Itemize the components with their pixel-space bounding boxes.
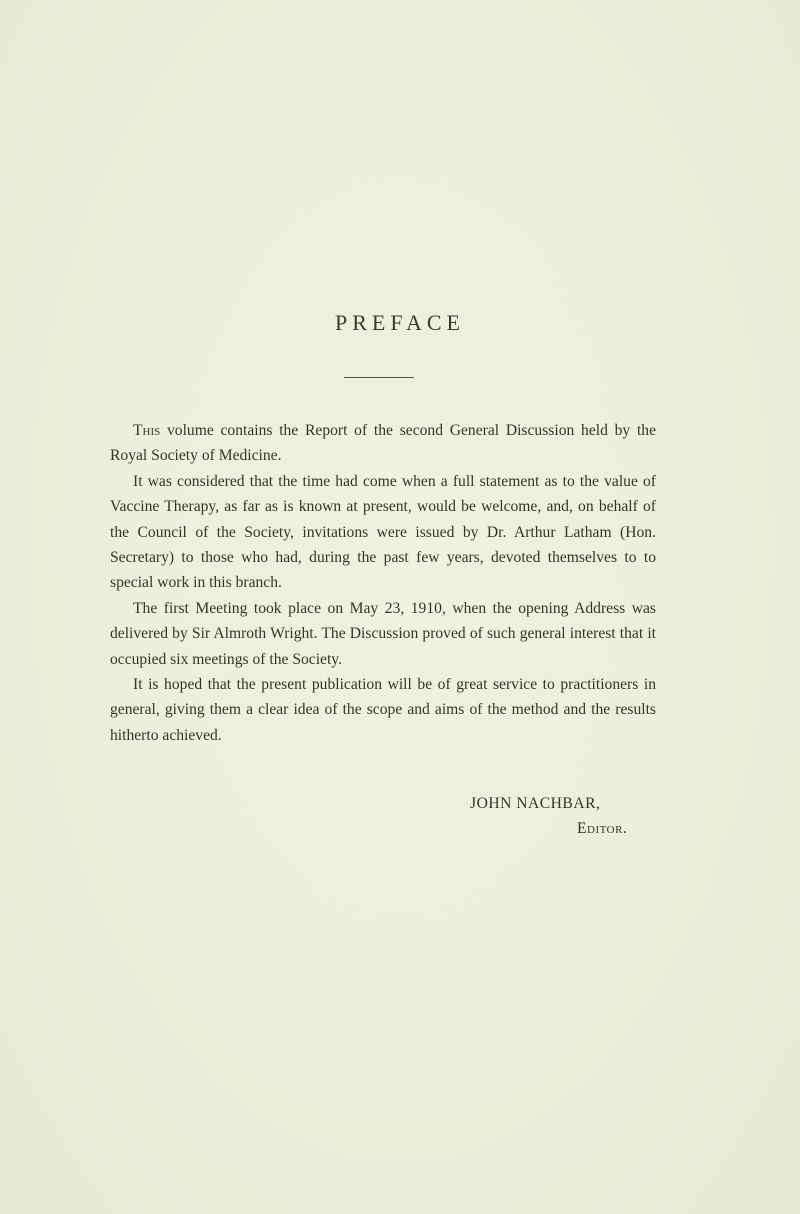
signature-block <box>470 791 670 841</box>
signature-role: Editor. <box>577 820 628 837</box>
paragraph-text: It is hoped that the present publication will be of great service to practitioners in general, giving them a clear idea of the scope and aims of the method and the results hitherto achieved. <box>110 676 656 744</box>
paragraph-text: volume contains the Report of the second General Discussion held by the Royal Society of Medicine. <box>110 422 656 465</box>
paragraph-2 <box>110 469 656 596</box>
preface-body <box>110 418 656 748</box>
paragraph-text: The first Meeting took place on May 23, 1910, when the opening Address was delivered by Sir Almroth Wright. The Discussion proved of such general interest that it occupied six meetings of the Society. <box>110 599 656 668</box>
signature-name: JOHN NACHBAR, <box>470 795 601 812</box>
paragraph-lead-word: This <box>133 422 161 439</box>
page-title: PREFACE <box>335 310 465 335</box>
paragraph-4 <box>110 672 656 748</box>
title-divider <box>344 377 414 378</box>
paragraph-1 <box>110 418 656 469</box>
paragraph-text: It was considered that the time had come when a full statement as to the value of Vaccine Therapy, as far as is known at present, would be welcome, and, on behalf of the Council of the Society, invitations were issued by Dr. Arthur Latham (Hon. Secretary) to those who had, during the past few years, devoted themselves to to special work in this branch. <box>110 472 656 592</box>
paragraph-3 <box>110 596 656 672</box>
